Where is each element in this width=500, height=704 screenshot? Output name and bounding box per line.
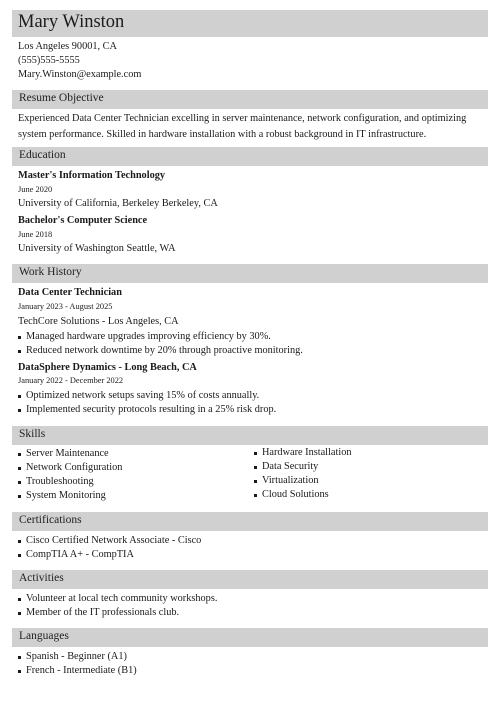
list-item: Optimized network setups saving 15% of costs annually. [26, 390, 260, 401]
skill-item: Data Security [262, 461, 319, 472]
section-title: Activities [19, 572, 64, 584]
section-title: Languages [19, 630, 69, 642]
section-header-work-history [12, 264, 488, 283]
list-item: Volunteer at local tech community workshops. [26, 593, 218, 604]
list-item: CompTIA A+ - CompTIA [26, 549, 134, 560]
section-header-certifications [12, 512, 488, 531]
section-title: Resume Objective [19, 92, 104, 104]
section-title: Education [19, 149, 66, 161]
section-header-languages [12, 628, 488, 647]
section-header-objective [12, 90, 488, 109]
education-date: June 2018 [18, 230, 53, 239]
list-item: French - Intermediate (B1) [26, 665, 137, 676]
education-school: University of California, Berkeley Berkeley, CA [18, 198, 218, 209]
job-title: Data Center Technician [18, 287, 122, 298]
skill-item: Virtualization [262, 475, 319, 486]
phone: (555)555-5555 [18, 55, 80, 66]
education-date: June 2020 [18, 185, 53, 194]
email: Mary.Winston@example.com [18, 69, 142, 80]
education-degree: Master's Information Technology [18, 170, 166, 181]
list-item: Managed hardware upgrades improving efficiency by 30%. [26, 331, 271, 342]
objective-text: Experienced Data Center Technician excelling in server maintenance, network configuration, and optimizing system performance. Skilled in hardware installation with a robust background in IT infrastructure. [18, 113, 467, 140]
list-item: Implemented security protocols resulting in a 25% risk drop. [26, 404, 277, 415]
section-title: Skills [19, 428, 46, 440]
job-dates: January 2023 - August 2025 [18, 302, 113, 311]
list-item: Reduced network downtime by 20% through proactive monitoring. [26, 345, 303, 356]
candidate-name: Mary Winston [18, 12, 125, 32]
section-header-skills [12, 426, 488, 445]
list-item: Member of the IT professionals club. [26, 607, 180, 618]
skill-item: Network Configuration [26, 462, 123, 473]
section-header-activities [12, 570, 488, 589]
education-degree: Bachelor's Computer Science [18, 215, 148, 226]
job-dates: January 2022 - December 2022 [18, 376, 124, 385]
address: Los Angeles 90001, CA [18, 41, 117, 52]
skill-item: Server Maintenance [26, 448, 109, 459]
skill-item: Troubleshooting [26, 476, 94, 487]
section-title: Work History [19, 266, 82, 278]
section-header-education [12, 147, 488, 166]
list-item: Spanish - Beginner (A1) [26, 651, 127, 662]
name-banner [12, 10, 488, 37]
skill-item: Cloud Solutions [262, 489, 329, 500]
job-title: DataSphere Dynamics - Long Beach, CA [18, 362, 197, 373]
list-item: Cisco Certified Network Associate - Cisco [26, 535, 202, 546]
skill-item: System Monitoring [26, 490, 106, 501]
education-school: University of Washington Seattle, WA [18, 243, 176, 254]
job-company: TechCore Solutions - Los Angeles, CA [18, 316, 179, 327]
skill-item: Hardware Installation [262, 447, 352, 458]
section-title: Certifications [19, 514, 82, 526]
